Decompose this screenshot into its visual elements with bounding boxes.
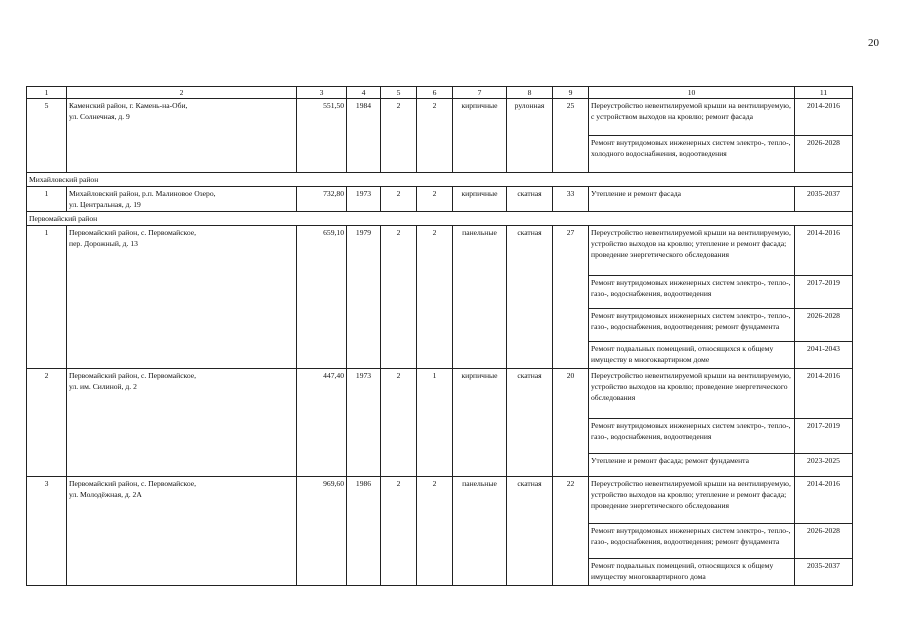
work-period: 2023-2025 (795, 454, 853, 477)
address-line: ул. им. Силиной, д. 2 (69, 382, 137, 391)
column-header-1: 1 (27, 87, 67, 99)
roof-type: скатная (507, 187, 553, 212)
column-header-9: 9 (553, 87, 589, 99)
work-period: 2014-2016 (795, 99, 853, 136)
roof-type: скатная (507, 477, 553, 586)
address (67, 187, 297, 212)
work-description: Ремонт внутридомовых инженерных систем электро-, тепло-, газо-, водоснабжения, водоотведения (589, 419, 795, 454)
column-header-7: 7 (453, 87, 507, 99)
apartments: 33 (553, 187, 589, 212)
column-header-11: 11 (795, 87, 853, 99)
address (67, 477, 297, 586)
header-row (27, 87, 853, 99)
column-header-2: 2 (67, 87, 297, 99)
work-description: Ремонт внутридомовых инженерных систем электро-, тепло-, холодного водоснабжения, водоотведения (589, 136, 795, 173)
work-period: 2035-2037 (795, 559, 853, 586)
address-line: пер. Дорожный, д. 13 (69, 239, 138, 248)
address-line: Первомайский район, с. Первомайское, (69, 228, 197, 237)
column-header-4: 4 (347, 87, 381, 99)
column-header-10: 10 (589, 87, 795, 99)
table-row (27, 477, 853, 524)
work-period: 2035-2037 (795, 187, 853, 212)
region-row (27, 173, 853, 187)
address-line: Каменский район, г. Камень-на-Оби, (69, 101, 188, 110)
apartments: 25 (553, 99, 589, 173)
column-header-8: 8 (507, 87, 553, 99)
work-description: Утепление и ремонт фасада (589, 187, 795, 212)
region-row (27, 212, 853, 226)
column-header-5: 5 (381, 87, 417, 99)
apartments: 20 (553, 369, 589, 477)
row-number: 1 (27, 187, 67, 212)
page-number: 20 (868, 37, 879, 49)
total-area: 969,60 (297, 477, 347, 586)
work-period: 2014-2016 (795, 369, 853, 419)
entrances: 2 (417, 477, 453, 586)
roof-type: скатная (507, 226, 553, 369)
work-period: 2014-2016 (795, 226, 853, 276)
total-area: 732,80 (297, 187, 347, 212)
wall-material: кирпичные (453, 369, 507, 477)
address-line: ул. Солнечная, д. 9 (69, 112, 130, 121)
build-year: 1973 (347, 369, 381, 477)
region-name: Михайловский район (27, 173, 853, 187)
floors: 2 (381, 187, 417, 212)
address-line: Первомайский район, с. Первомайское, (69, 371, 197, 380)
region-name: Первомайский район (27, 212, 853, 226)
work-description: Переустройство невентилируемой крыши на вентилируемую, с устройством выходов на кровлю; ремонт фасада (589, 99, 795, 136)
work-description: Утепление и ремонт фасада; ремонт фундамента (589, 454, 795, 477)
build-year: 1986 (347, 477, 381, 586)
column-header-6: 6 (417, 87, 453, 99)
address-line: Первомайский район, с. Первомайское, (69, 479, 197, 488)
entrances: 2 (417, 187, 453, 212)
work-period: 2017-2019 (795, 419, 853, 454)
total-area: 551,50 (297, 99, 347, 173)
total-area: 447,40 (297, 369, 347, 477)
table-row (27, 369, 853, 419)
entrances: 1 (417, 369, 453, 477)
address (67, 99, 297, 173)
address (67, 226, 297, 369)
row-number: 1 (27, 226, 67, 369)
address-line: ул. Центральная, д. 19 (69, 200, 141, 209)
wall-material: панельные (453, 477, 507, 586)
work-description: Переустройство невентилируемой крыши на вентилируемую, устройство выходов на кровлю; утепление и ремонт фасада; проведение энергетического обследования (589, 477, 795, 524)
work-description: Ремонт внутридомовых инженерных систем электро-, тепло-, газо-, водоснабжения, водоотведения; ремонт фундамента (589, 524, 795, 559)
floors: 2 (381, 99, 417, 173)
wall-material: кирпичные (453, 187, 507, 212)
work-description: Переустройство невентилируемой крыши на вентилируемую, устройство выходов на кровлю; проведение энергетического обследования (589, 369, 795, 419)
build-year: 1984 (347, 99, 381, 173)
row-number: 3 (27, 477, 67, 586)
floors: 2 (381, 369, 417, 477)
row-number: 2 (27, 369, 67, 477)
table-row (27, 226, 853, 276)
apartments: 22 (553, 477, 589, 586)
roof-type: скатная (507, 369, 553, 477)
floors: 2 (381, 226, 417, 369)
entrances: 2 (417, 226, 453, 369)
row-number: 5 (27, 99, 67, 173)
work-period: 2017-2019 (795, 276, 853, 309)
work-period: 2041-2043 (795, 342, 853, 369)
total-area: 659,10 (297, 226, 347, 369)
wall-material: панельные (453, 226, 507, 369)
work-period: 2026-2028 (795, 524, 853, 559)
work-period: 2026-2028 (795, 136, 853, 173)
address (67, 369, 297, 477)
work-description: Ремонт внутридомовых инженерных систем электро-, тепло-, газо-, водоснабжения, водоотведения; ремонт фундамента (589, 309, 795, 342)
build-year: 1979 (347, 226, 381, 369)
work-description: Ремонт подвальных помещений, относящихся к общему имуществу многоквартирного дома (589, 559, 795, 586)
table-row (27, 99, 853, 136)
work-period: 2014-2016 (795, 477, 853, 524)
address-line: Михайловский район, р.п. Малиновое Озеро, (69, 189, 216, 198)
apartments: 27 (553, 226, 589, 369)
roof-type: рулонная (507, 99, 553, 173)
work-period: 2026-2028 (795, 309, 853, 342)
work-description: Переустройство невентилируемой крыши на вентилируемую, устройство выходов на кровлю; утепление и ремонт фасада; проведение энергетического обследования (589, 226, 795, 276)
column-header-3: 3 (297, 87, 347, 99)
build-year: 1973 (347, 187, 381, 212)
work-description: Ремонт подвальных помещений, относящихся к общему имуществу в многоквартирном доме (589, 342, 795, 369)
address-line: ул. Молодёжная, д. 2А (69, 490, 142, 499)
wall-material: кирпичные (453, 99, 507, 173)
floors: 2 (381, 477, 417, 586)
work-description: Ремонт внутридомовых инженерных систем электро-, тепло-, газо-, водоснабжения, водоотведения (589, 276, 795, 309)
repair-program-table (26, 86, 853, 586)
table-row (27, 187, 853, 212)
entrances: 2 (417, 99, 453, 173)
